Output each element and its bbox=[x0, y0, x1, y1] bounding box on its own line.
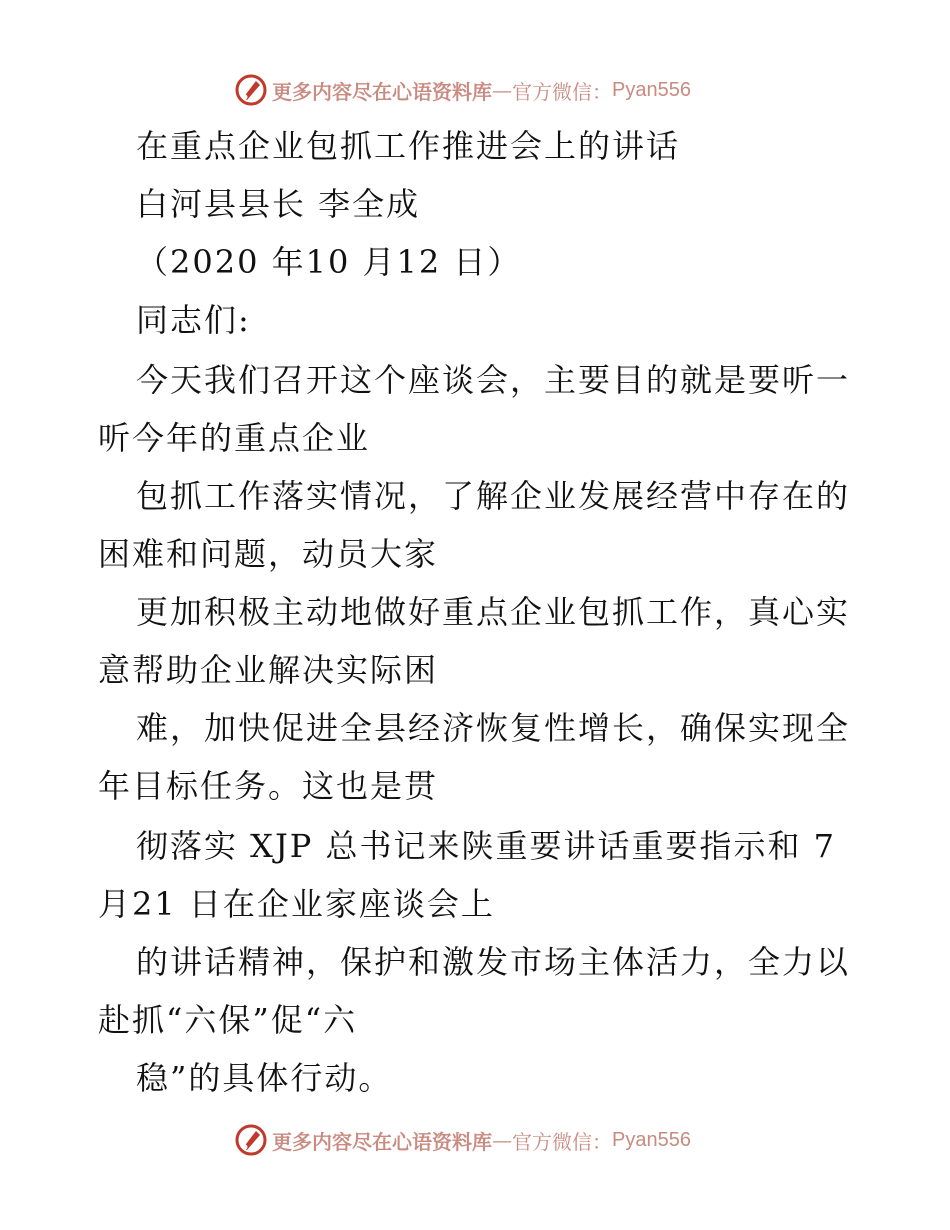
body-line: 年目标任务。这也是贯 bbox=[98, 767, 439, 805]
header-watermark bbox=[234, 70, 691, 110]
body-line: 月21 日在企业家座谈会上 bbox=[98, 885, 495, 923]
body-line: 今天我们召开这个座谈会，主要目的就是要听一 bbox=[136, 361, 851, 399]
body-line: 难，加快促进全县经济恢复性增长，确保实现全 bbox=[136, 709, 851, 747]
body-line: 包抓工作落实情况，了解企业发展经营中存在的 bbox=[136, 477, 851, 515]
watermark-handle: Pyan556 bbox=[612, 78, 691, 101]
pen-nib-circle-icon bbox=[234, 1123, 268, 1157]
watermark-subtitle: 官方微信： bbox=[512, 1129, 612, 1154]
watermark-brand: 更多内容尽在心语资料库 bbox=[272, 79, 492, 104]
body-line: 听今年的重点企业 bbox=[98, 419, 371, 457]
pen-nib-circle-icon bbox=[234, 73, 268, 107]
document-title: 在重点企业包抓工作推进会上的讲话 bbox=[136, 127, 681, 165]
document-date: （2020 年10 月12 日） bbox=[136, 243, 522, 281]
document-author: 白河县县长 李全成 bbox=[136, 185, 421, 223]
footer-watermark bbox=[234, 1120, 691, 1160]
body-line: 稳”的具体行动。 bbox=[136, 1059, 393, 1097]
watermark-separator: — bbox=[492, 1128, 512, 1152]
watermark-handle: Pyan556 bbox=[612, 1128, 691, 1151]
body-line: 更加积极主动地做好重点企业包抓工作，真心实 bbox=[136, 593, 851, 631]
watermark-subtitle: 官方微信： bbox=[512, 79, 612, 104]
document-salutation: 同志们: bbox=[136, 301, 251, 339]
watermark-separator: — bbox=[492, 78, 512, 102]
body-line: 意帮助企业解决实际困 bbox=[98, 651, 439, 689]
body-line: 赴抓“六保”促“六 bbox=[98, 1001, 358, 1039]
body-line: 困难和问题，动员大家 bbox=[98, 535, 439, 573]
watermark-brand: 更多内容尽在心语资料库 bbox=[272, 1129, 492, 1154]
body-line: 彻落实 XJP 总书记来陕重要讲话重要指示和 7 bbox=[136, 827, 837, 865]
body-line: 的讲话精神，保护和激发市场主体活力，全力以 bbox=[136, 943, 851, 981]
